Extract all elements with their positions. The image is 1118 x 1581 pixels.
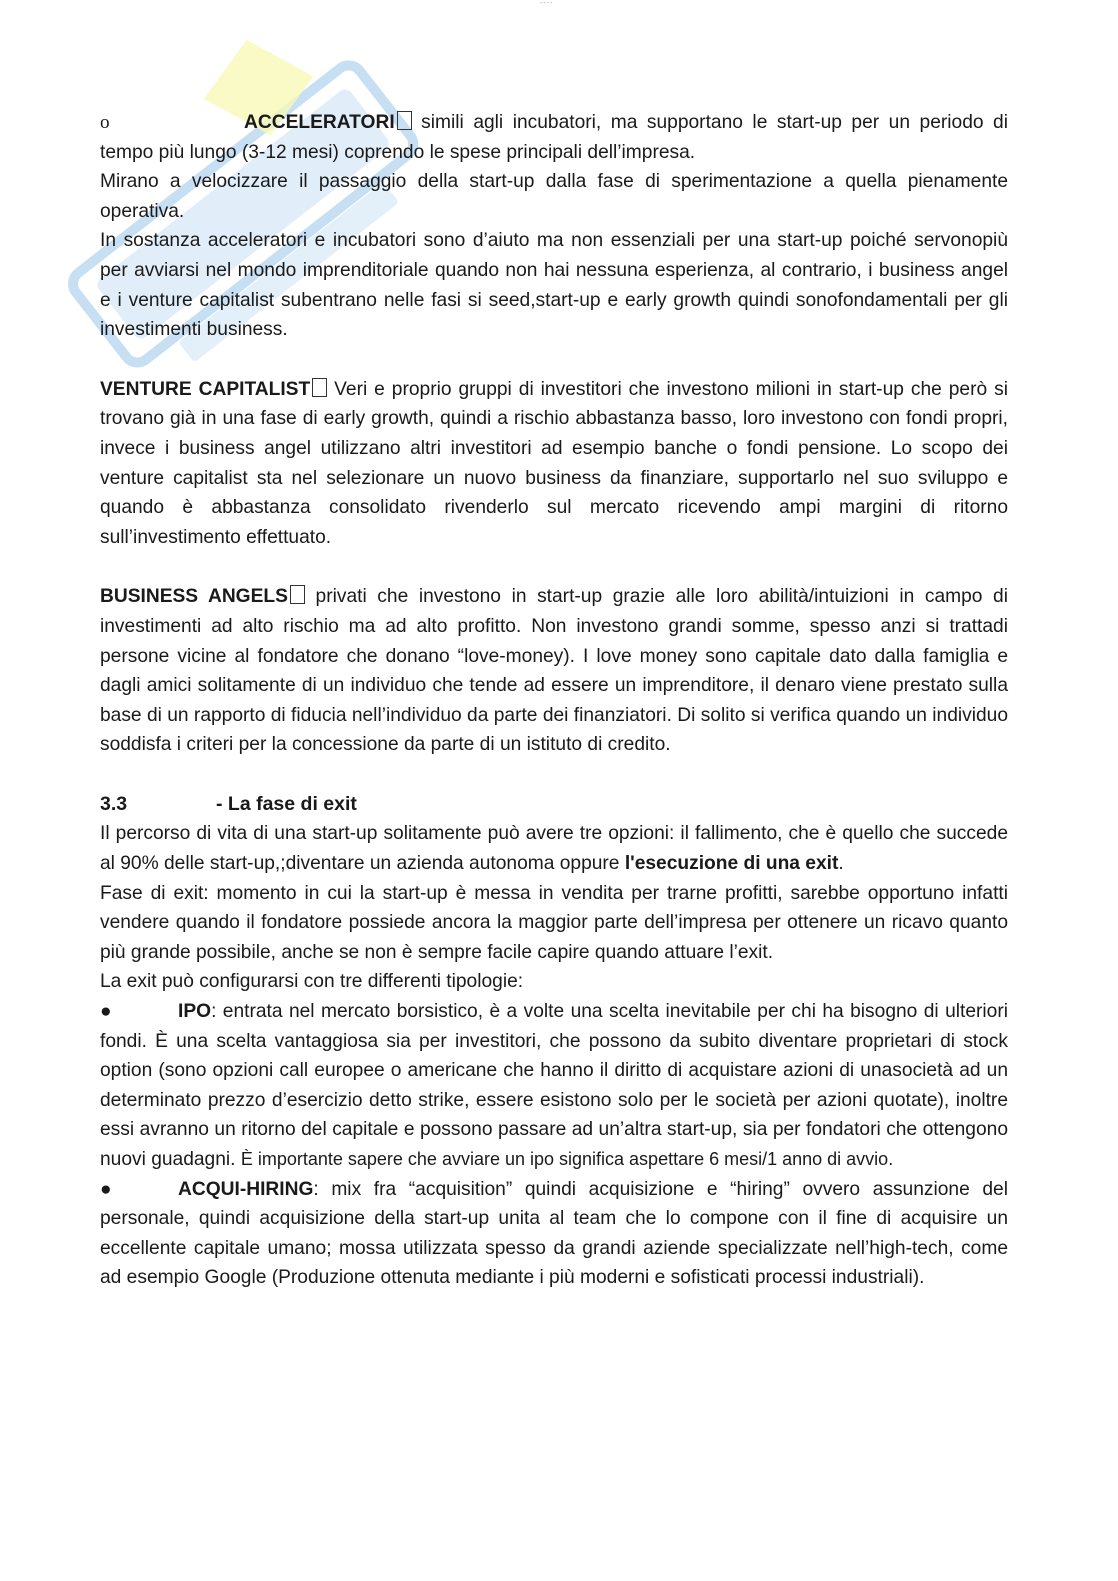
acceleratori-text: simili agli incubatori, ma supportano le start-up per un periodo di tempo più lungo (3-12 mesi) coprendo le spese principali dell’impresa. — [100, 112, 1008, 163]
section-number: 3.3 — [100, 792, 128, 815]
bullet-icon: ● — [100, 1178, 112, 1200]
term-venture-capitalist: VENTURE CAPITALIST — [100, 378, 311, 400]
acqui-hiring-text: : mix fra “acquisition” quindi acquisizione e “hiring” ovvero assunzione del personale, quindi acquisizione della start-up unita al team che lo compone con il fine di acquisire un eccellente capitale umano; mossa utilizzata spesso da grandi aziende specializzate nell’high-tech, come ad esempio Google (Produzione ottenuta mediante i più moderni e sofisticati processi industriali). — [100, 1178, 1008, 1289]
acqui-hiring-list-item — [100, 1175, 1008, 1293]
exit-definition-paragraph: Fase di exit: momento in cui la start-up è messa in vendita per trarne profitti, sarebbe opportuno infatti vendere quando il fondatore possiede ancora la maggior parte dell’impresa per ottenere un ricavo quanto più grande possibile, anche se non è sempre facile capire quando attuare l’exit. — [100, 882, 1008, 963]
acceleratori-paragraph-3: In sostanza acceleratori e incubatori sono d’aiuto ma non essenziali per una start-up poiché servonopiù per avviarsi nel mondo imprenditoriale quando non hai nessuna esperienza, al contrario, i business angel e i venture capitalist subentrano nelle fasi si seed,start-up e early growth quindi sonofondamentali per gli investimenti business. — [100, 230, 1008, 341]
term-acqui-hiring: ACQUI-HIRING — [178, 1178, 314, 1200]
venture-paragraph — [100, 375, 1008, 553]
bullet-icon: ● — [100, 1001, 112, 1023]
venture-text: Veri e proprio gruppi di investitori che investono milioni in start-up che però si trovano già in una fase di early growth, quindi a rischio abbastanza basso, loro investono con fondi propri, invece i business angel utilizzano altri investitori ad esempio banche o fondi pensione. Lo scopo dei venture capitalist sta nel selezionare un nuovo business da finanziare, supportarlo nel suo sviluppo e quando è abbastanza consolidato rivenderlo sul mercato ricevendo ampi margini di ritorno sull’investimento effettuato. — [100, 378, 1008, 548]
section-title: - La fase di exit — [216, 792, 357, 815]
ipo-list-item — [100, 997, 1008, 1175]
ipo-note: È importante sapere che avviare un ipo significa aspettare 6 mesi/1 anno di avvio. — [240, 1149, 894, 1169]
angels-text: privati che investono in start-up grazie alle loro abilità/intuizioni in campo di investimenti ad alto rischio ma ad alto profitto. Non investono grandi somme, spesso anzi si trattadi persone vicine al fondatore che donano “love-money). I love money sono capitale dato dalla famiglia e dagli amici solitamente di un individuo che tende ad essere un imprenditore, il denaro viene prestato sulla base di un rapporto di fiducia nell’individuo da parte dei finanziatori. Di solito si verifica quando un individuo soddisfa i criteri per la concessione da parte di un istituto di credito. — [100, 586, 1008, 756]
term-business-angels: BUSINESS ANGELS — [100, 586, 288, 608]
exit-intro-bold: l'esecuzione di una exit — [624, 853, 839, 875]
exit-intro-text: Il percorso di vita di una start-up solitamente può avere tre opzioni: il fallimento, che è quello che succede al 90% delle start-up,;diventare un azienda autonoma oppure — [100, 823, 1008, 875]
ipo-text: : entrata nel mercato borsistico, è a volte una scelta inevitabile per chi ha bisogno di ulteriori fondi. È una scelta vantaggiosa sia per investitori, che possono da subito diventare proprietari di stock option (sono opzioni call europee o americane che hanno il diritto di acquistare azioni di unasocietà ad un determinato prezzo d’esercizio detto strike, essere esistono solo per le società per azioni quotate), inoltre essi avranno un ritorno del capitale e possono passare ad un’altra start-up, sia per fondatori che ottengono nuovi guadagni. — [100, 1001, 1008, 1170]
acceleratori-paragraph — [100, 108, 1008, 167]
list-marker: o — [100, 112, 110, 133]
exit-intro-paragraph — [100, 819, 1008, 878]
term-acceleratori: ACCELERATORI — [244, 112, 395, 133]
missing-glyph-box — [312, 378, 327, 397]
angels-paragraph — [100, 582, 1008, 760]
acceleratori-paragraph-2: Mirano a velocizzare il passaggio della start-up dalla fase di sperimentazione a quella pienamente operativa. — [100, 171, 1008, 222]
section-heading — [100, 790, 1008, 820]
missing-glyph-box — [397, 111, 412, 130]
page-top-mark: ---- — [540, 0, 554, 7]
document-body — [100, 108, 1008, 1293]
exit-intro-end: . — [838, 853, 844, 875]
exit-types-intro: La exit può configurarsi con tre differenti tipologie: — [100, 971, 524, 993]
term-ipo: IPO — [178, 1001, 212, 1023]
missing-glyph-box — [290, 585, 305, 604]
